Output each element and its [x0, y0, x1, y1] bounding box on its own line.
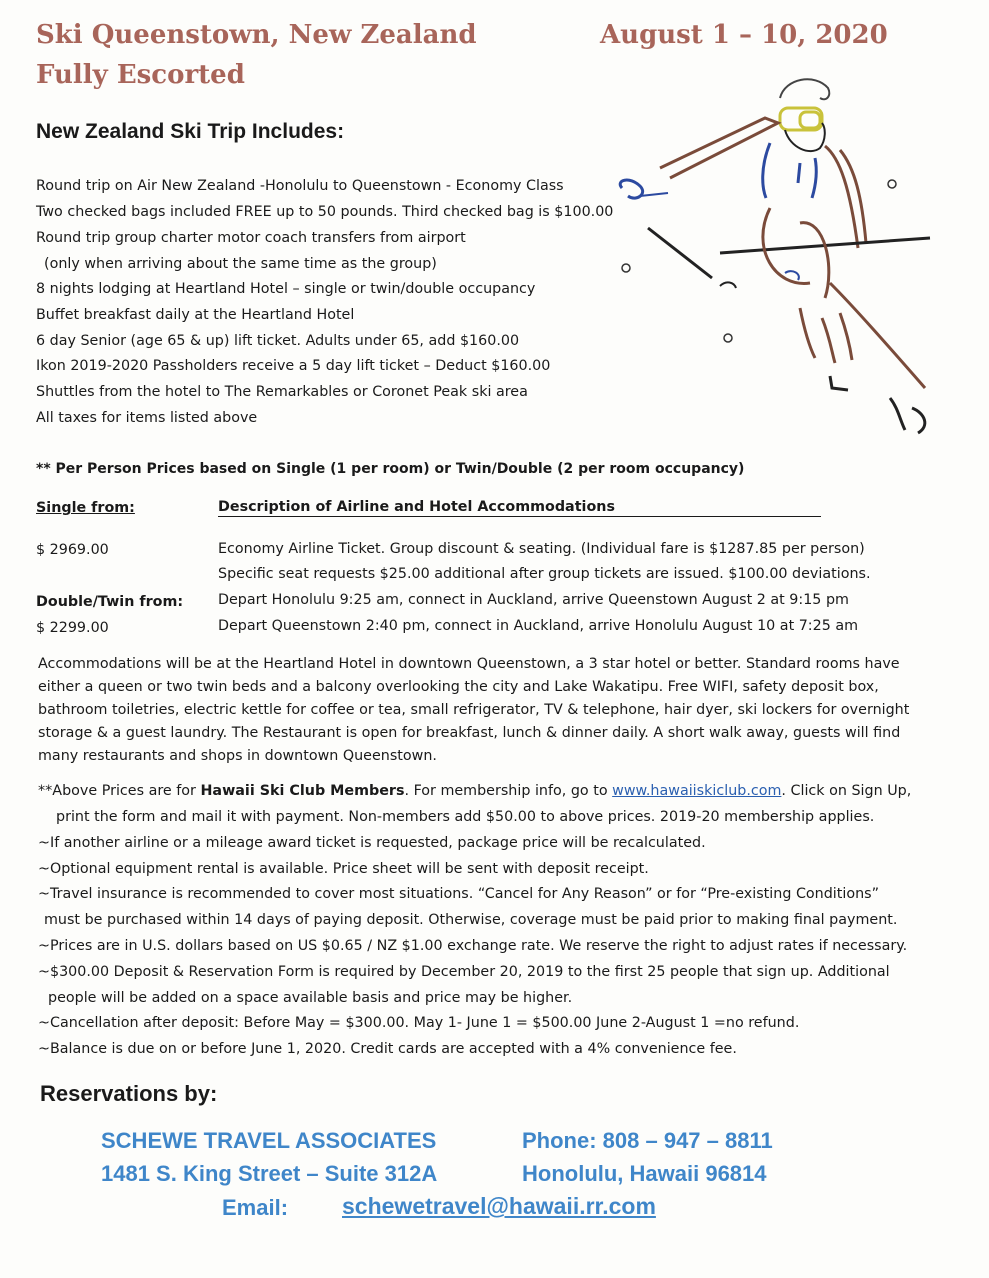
term-line: ~Prices are in U.S. dollars based on US $0.65 / NZ $1.00 exchange rate. We reserve the right to adjust rates if necessary. [38, 938, 908, 954]
term-line: people will be added on a space available basis and price may be higher. [48, 990, 573, 1006]
include-item: (only when arriving about the same time as the group) [44, 256, 437, 272]
include-item: Ikon 2019-2020 Passholders receive a 5 day lift ticket – Deduct $160.00 [36, 358, 551, 374]
include-item: Round trip on Air New Zealand -Honolulu to Queenstown - Economy Class [36, 178, 564, 194]
term-line: ~$300.00 Deposit & Reservation Form is required by December 20, 2019 to the first 25 people that sign up. Additional [38, 964, 890, 980]
desc-line: Economy Airline Ticket. Group discount & seating. (Individual fare is $1287.85 per person) [218, 541, 865, 557]
includes-heading: New Zealand Ski Trip Includes: [36, 120, 345, 143]
members-mid: . For membership info, go to [404, 783, 613, 799]
double-price: $ 2299.00 [36, 620, 109, 636]
include-item: Round trip group charter motor coach transfers from airport [36, 230, 466, 246]
include-item: Two checked bags included FREE up to 50 pounds. Third checked bag is $100.00 [36, 204, 614, 220]
members-post: . Click on Sign Up, [781, 783, 912, 799]
email-label: Email: [222, 1195, 289, 1220]
single-price: $ 2969.00 [36, 542, 109, 558]
trip-subtitle: Fully Escorted [36, 60, 245, 90]
term-line: ~If another airline or a mileage award ticket is requested, package price will be recalculated. [38, 835, 706, 851]
accommodations-paragraph: Accommodations will be at the Heartland Hotel in downtown Queenstown, a 3 star hotel or better. Standard rooms have either a queen or two twin beds and a balcony overlooking the city and Lake Wakatipu. Free WIFI, safety deposit box, bathroom toiletries, electric kettle for coffee or tea, small refrigerator, TV & telephone, hair dyer, ski lockers for overnight storage & a guest laundry. The Restaurant is open for breakfast, lunch & dinner daily. A short walk away, guests will find many restaurants and shops in downtown Queenstown. [38, 656, 910, 764]
term-line: ~Optional equipment rental is available. Price sheet will be sent with deposit receipt. [38, 861, 649, 877]
desc-line: Specific seat requests $25.00 additional after group tickets are issued. $100.00 deviations. [218, 566, 871, 582]
term-line: ~Balance is due on or before June 1, 2020. Credit cards are accepted with a 4% convenience fee. [38, 1041, 737, 1057]
term-line: ~Travel insurance is recommended to cover most situations. “Cancel for Any Reason” or for “Pre-existing Conditions” [38, 886, 880, 902]
reservations-heading: Reservations by: [40, 1081, 218, 1106]
include-item: Buffet breakfast daily at the Heartland Hotel [36, 307, 355, 323]
company-address: 1481 S. King Street – Suite 312A [101, 1161, 438, 1186]
members-bold: Hawaii Ski Club Members [200, 783, 405, 799]
members-line [38, 783, 911, 799]
members-pre: **Above Prices are for [38, 783, 201, 799]
desc-heading-wrap [218, 499, 821, 517]
company-city: Honolulu, Hawaii 96814 [522, 1161, 767, 1186]
company-phone: Phone: 808 – 947 – 8811 [522, 1128, 773, 1153]
skier-drawing [600, 68, 940, 440]
pricing-note: ** Per Person Prices based on Single (1 per room) or Twin/Double (2 per room occupancy) [36, 461, 745, 477]
include-item: 6 day Senior (age 65 & up) lift ticket. Adults under 65, add $160.00 [36, 333, 520, 349]
single-label: Single from: [36, 500, 135, 516]
desc-line: Depart Queenstown 2:40 pm, connect in Auckland, arrive Honolulu August 10 at 7:25 am [218, 618, 859, 634]
members-line-2: print the form and mail it with payment. Non-members add $50.00 to above prices. 2019-20 membership applies. [56, 809, 875, 825]
company-name: SCHEWE TRAVEL ASSOCIATES [101, 1128, 437, 1153]
include-item: Shuttles from the hotel to The Remarkables or Coronet Peak ski area [36, 384, 528, 400]
term-line: ~Cancellation after deposit: Before May = $300.00. May 1- June 1 = $500.00 June 2-August 1 =no refund. [38, 1015, 800, 1031]
hawaii-ski-club-link[interactable]: www.hawaiiskiclub.com [612, 783, 782, 799]
trip-dates: August 1 – 10, 2020 [600, 20, 888, 50]
desc-line: Depart Honolulu 9:25 am, connect in Auckland, arrive Queenstown August 2 at 9:15 pm [218, 592, 849, 608]
include-item: 8 nights lodging at Heartland Hotel – single or twin/double occupancy [36, 281, 536, 297]
email-link[interactable]: schewetravel@hawaii.rr.com [342, 1193, 656, 1219]
double-label: Double/Twin from: [36, 594, 184, 610]
include-item: All taxes for items listed above [36, 410, 258, 426]
desc-heading: Description of Airline and Hotel Accommodations [218, 499, 821, 517]
term-line: must be purchased within 14 days of paying deposit. Otherwise, coverage must be paid prior to making final payment. [44, 912, 898, 928]
trip-title: Ski Queenstown, New Zealand [36, 20, 477, 50]
